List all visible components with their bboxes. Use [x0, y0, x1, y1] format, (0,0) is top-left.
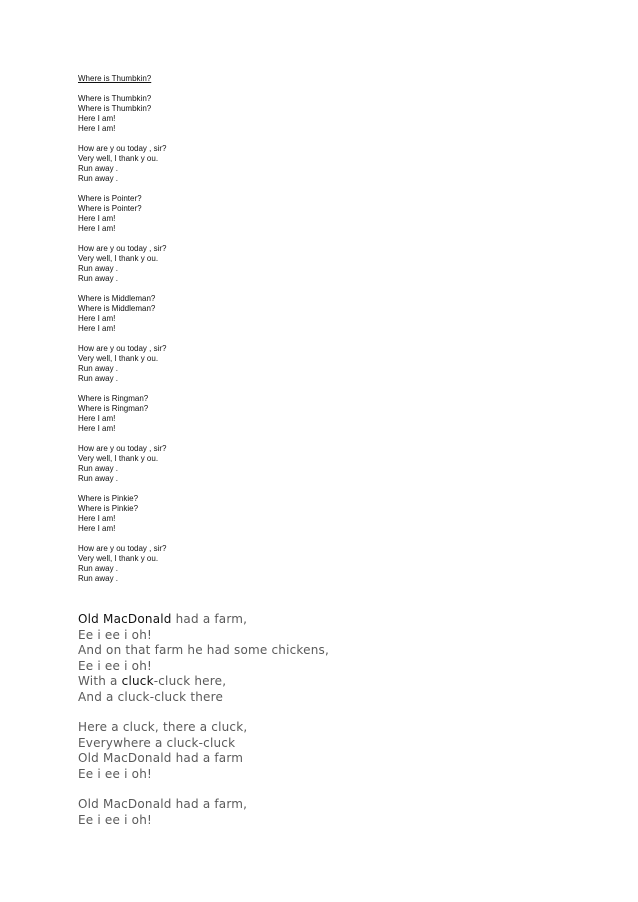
- lyric-line: Run away .: [78, 274, 119, 283]
- lyric-text: had a farm,: [171, 612, 248, 626]
- lyric-line: Where is Thumbkin?: [78, 104, 152, 113]
- lyric-line: Run away .: [78, 474, 119, 483]
- lyric-line: Ee i ee i oh!: [78, 812, 153, 827]
- lyric-line: Old MacDonald had a farm: [78, 751, 244, 765]
- lyric-line: And a cluck-cluck there: [78, 689, 224, 704]
- song1-stanzas: [78, 94, 166, 584]
- stanza-2: [78, 720, 329, 782]
- lyric-line: Very well, I thank y ou.: [78, 154, 159, 163]
- lyric-line: Where is Pinkie?: [78, 494, 139, 503]
- lyric-line: Run away .: [78, 574, 119, 583]
- lyric-line: Here I am!: [78, 524, 116, 533]
- song-old-macdonald: [78, 612, 329, 843]
- stanza-2: [78, 144, 166, 184]
- lyric-line: Where is Thumbkin?: [78, 94, 152, 103]
- song-where-is-thumbkin: [78, 74, 166, 594]
- lyric-line: Run away .: [78, 364, 119, 373]
- lyric-line: Where is Ringman?: [78, 394, 149, 403]
- lyric-line: Here I am!: [78, 424, 116, 433]
- lyric-line: Run away .: [78, 464, 119, 473]
- stanza-8: [78, 444, 166, 484]
- lyric-line: Where is Middleman?: [78, 304, 156, 313]
- stanza-6: [78, 344, 166, 384]
- lyric-line: Here I am!: [78, 514, 116, 523]
- lyric-line: Where is Middleman?: [78, 294, 156, 303]
- stanza-9: [78, 494, 166, 534]
- stanza-3: [78, 194, 166, 234]
- lyric-line: Where is Pointer?: [78, 194, 142, 203]
- lyric-line: Old MacDonald had a farm,: [78, 797, 248, 811]
- lyric-line: Here I am!: [78, 224, 116, 233]
- lyric-highlight: Old MacDonald: [78, 612, 172, 626]
- lyric-line: [78, 612, 329, 628]
- stanza-4: [78, 244, 166, 284]
- lyric-line: Run away .: [78, 374, 119, 383]
- lyric-line: Ee i ee i oh!: [78, 627, 153, 642]
- lyric-line: How are y ou today , sir?: [78, 544, 167, 553]
- lyric-line: Very well, I thank y ou.: [78, 454, 159, 463]
- lyric-line: Run away .: [78, 564, 119, 573]
- song-title: Where is Thumbkin?: [78, 74, 152, 83]
- lyric-text: -cluck here,: [153, 674, 227, 688]
- lyric-line: And on that farm he had some chickens,: [78, 643, 329, 657]
- lyric-line: Here I am!: [78, 214, 116, 223]
- lyric-line: Very well, I thank y ou.: [78, 254, 159, 263]
- lyric-line: Ee i ee i oh!: [78, 766, 153, 781]
- lyric-line: How are y ou today , sir?: [78, 344, 167, 353]
- lyric-line: Run away .: [78, 164, 119, 173]
- lyric-line: Here I am!: [78, 324, 116, 333]
- lyric-line: Here I am!: [78, 114, 116, 123]
- lyric-line: Run away .: [78, 174, 119, 183]
- lyric-line: Here I am!: [78, 124, 116, 133]
- lyric-highlight: cluck: [121, 674, 154, 688]
- stanza-7: [78, 394, 166, 434]
- lyric-line: How are y ou today , sir?: [78, 244, 167, 253]
- stanza-3: [78, 797, 329, 828]
- lyric-line: Where is Pointer?: [78, 204, 142, 213]
- stanza-10: [78, 544, 166, 584]
- lyric-line: Everywhere a cluck-cluck: [78, 735, 236, 750]
- lyric-line: Very well, I thank y ou.: [78, 354, 159, 363]
- lyric-line: [78, 674, 329, 690]
- lyric-line: Where is Ringman?: [78, 404, 149, 413]
- lyric-line: Run away .: [78, 264, 119, 273]
- stanza-5: [78, 294, 166, 334]
- lyric-line: Where is Pinkie?: [78, 504, 139, 513]
- stanza-1: [78, 94, 166, 134]
- stanza-1: [78, 612, 329, 705]
- lyric-line: Ee i ee i oh!: [78, 658, 153, 673]
- lyric-line: Here I am!: [78, 414, 116, 423]
- lyric-line: How are y ou today , sir?: [78, 144, 167, 153]
- lyric-text: With a: [78, 674, 122, 688]
- lyric-line: Very well, I thank y ou.: [78, 554, 159, 563]
- lyric-line: How are y ou today , sir?: [78, 444, 167, 453]
- lyric-line: Here a cluck, there a cluck,: [78, 720, 248, 734]
- lyric-line: Here I am!: [78, 314, 116, 323]
